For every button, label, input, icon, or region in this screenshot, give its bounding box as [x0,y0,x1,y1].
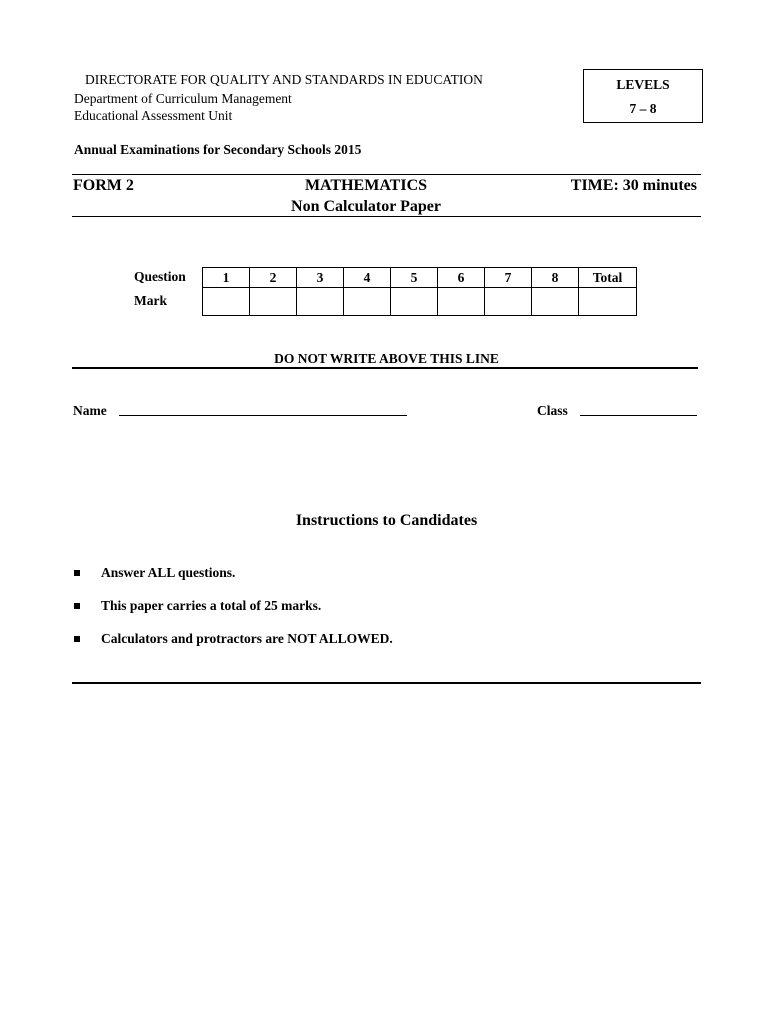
mark-cell [391,288,438,316]
divider-bottom [72,216,701,217]
paper-type: Non Calculator Paper [291,198,441,215]
instruction-item: This paper carries a total of 25 marks. [101,598,322,613]
levels-box [583,69,703,123]
question-cell-2: 2 [250,268,297,288]
subject-title: MATHEMATICS [304,177,428,194]
name-label: Name [73,403,107,418]
mark-row-label: Mark [134,293,167,308]
mark-cell-total [579,288,637,316]
mark-cell [485,288,532,316]
unit-name: Educational Assessment Unit [74,108,233,123]
mark-cell [344,288,391,316]
question-cell-7: 7 [485,268,532,288]
mark-cell [203,288,250,316]
levels-value: 7 – 8 [629,101,657,116]
do-not-write-notice: DO NOT WRITE ABOVE THIS LINE [274,351,499,366]
mark-cell [250,288,297,316]
question-row [203,268,637,288]
question-cell-6: 6 [438,268,485,288]
department-name: Department of Curriculum Management [74,91,292,106]
name-field-line [119,415,407,416]
question-cell-5: 5 [391,268,438,288]
instructions-end-line [72,682,701,684]
mark-cell [438,288,485,316]
marks-table [202,267,637,316]
mark-row [203,288,637,316]
divider-top [72,174,701,175]
mark-cell [532,288,579,316]
question-cell-3: 3 [297,268,344,288]
question-cell-1: 1 [203,268,250,288]
class-label: Class [537,403,568,418]
instruction-item: Calculators and protractors are NOT ALLOWED. [101,631,393,646]
form-label: FORM 2 [73,177,134,194]
do-not-write-line [72,367,698,369]
class-field-line [580,415,697,416]
bullet-icon [74,570,80,576]
question-cell-total: Total [579,268,637,288]
question-cell-8: 8 [532,268,579,288]
mark-cell [297,288,344,316]
bullet-icon [74,603,80,609]
instruction-item: Answer ALL questions. [101,565,236,580]
time-allowed: TIME: 30 minutes [570,177,697,194]
instructions-heading: Instructions to Candidates [295,512,478,529]
question-row-label: Question [134,269,186,284]
bullet-icon [74,636,80,642]
question-cell-4: 4 [344,268,391,288]
directorate-title: DIRECTORATE FOR QUALITY AND STANDARDS IN EDUCATION [85,72,483,87]
exam-title: Annual Examinations for Secondary Schools 2015 [74,142,362,157]
levels-label: LEVELS [616,77,670,92]
